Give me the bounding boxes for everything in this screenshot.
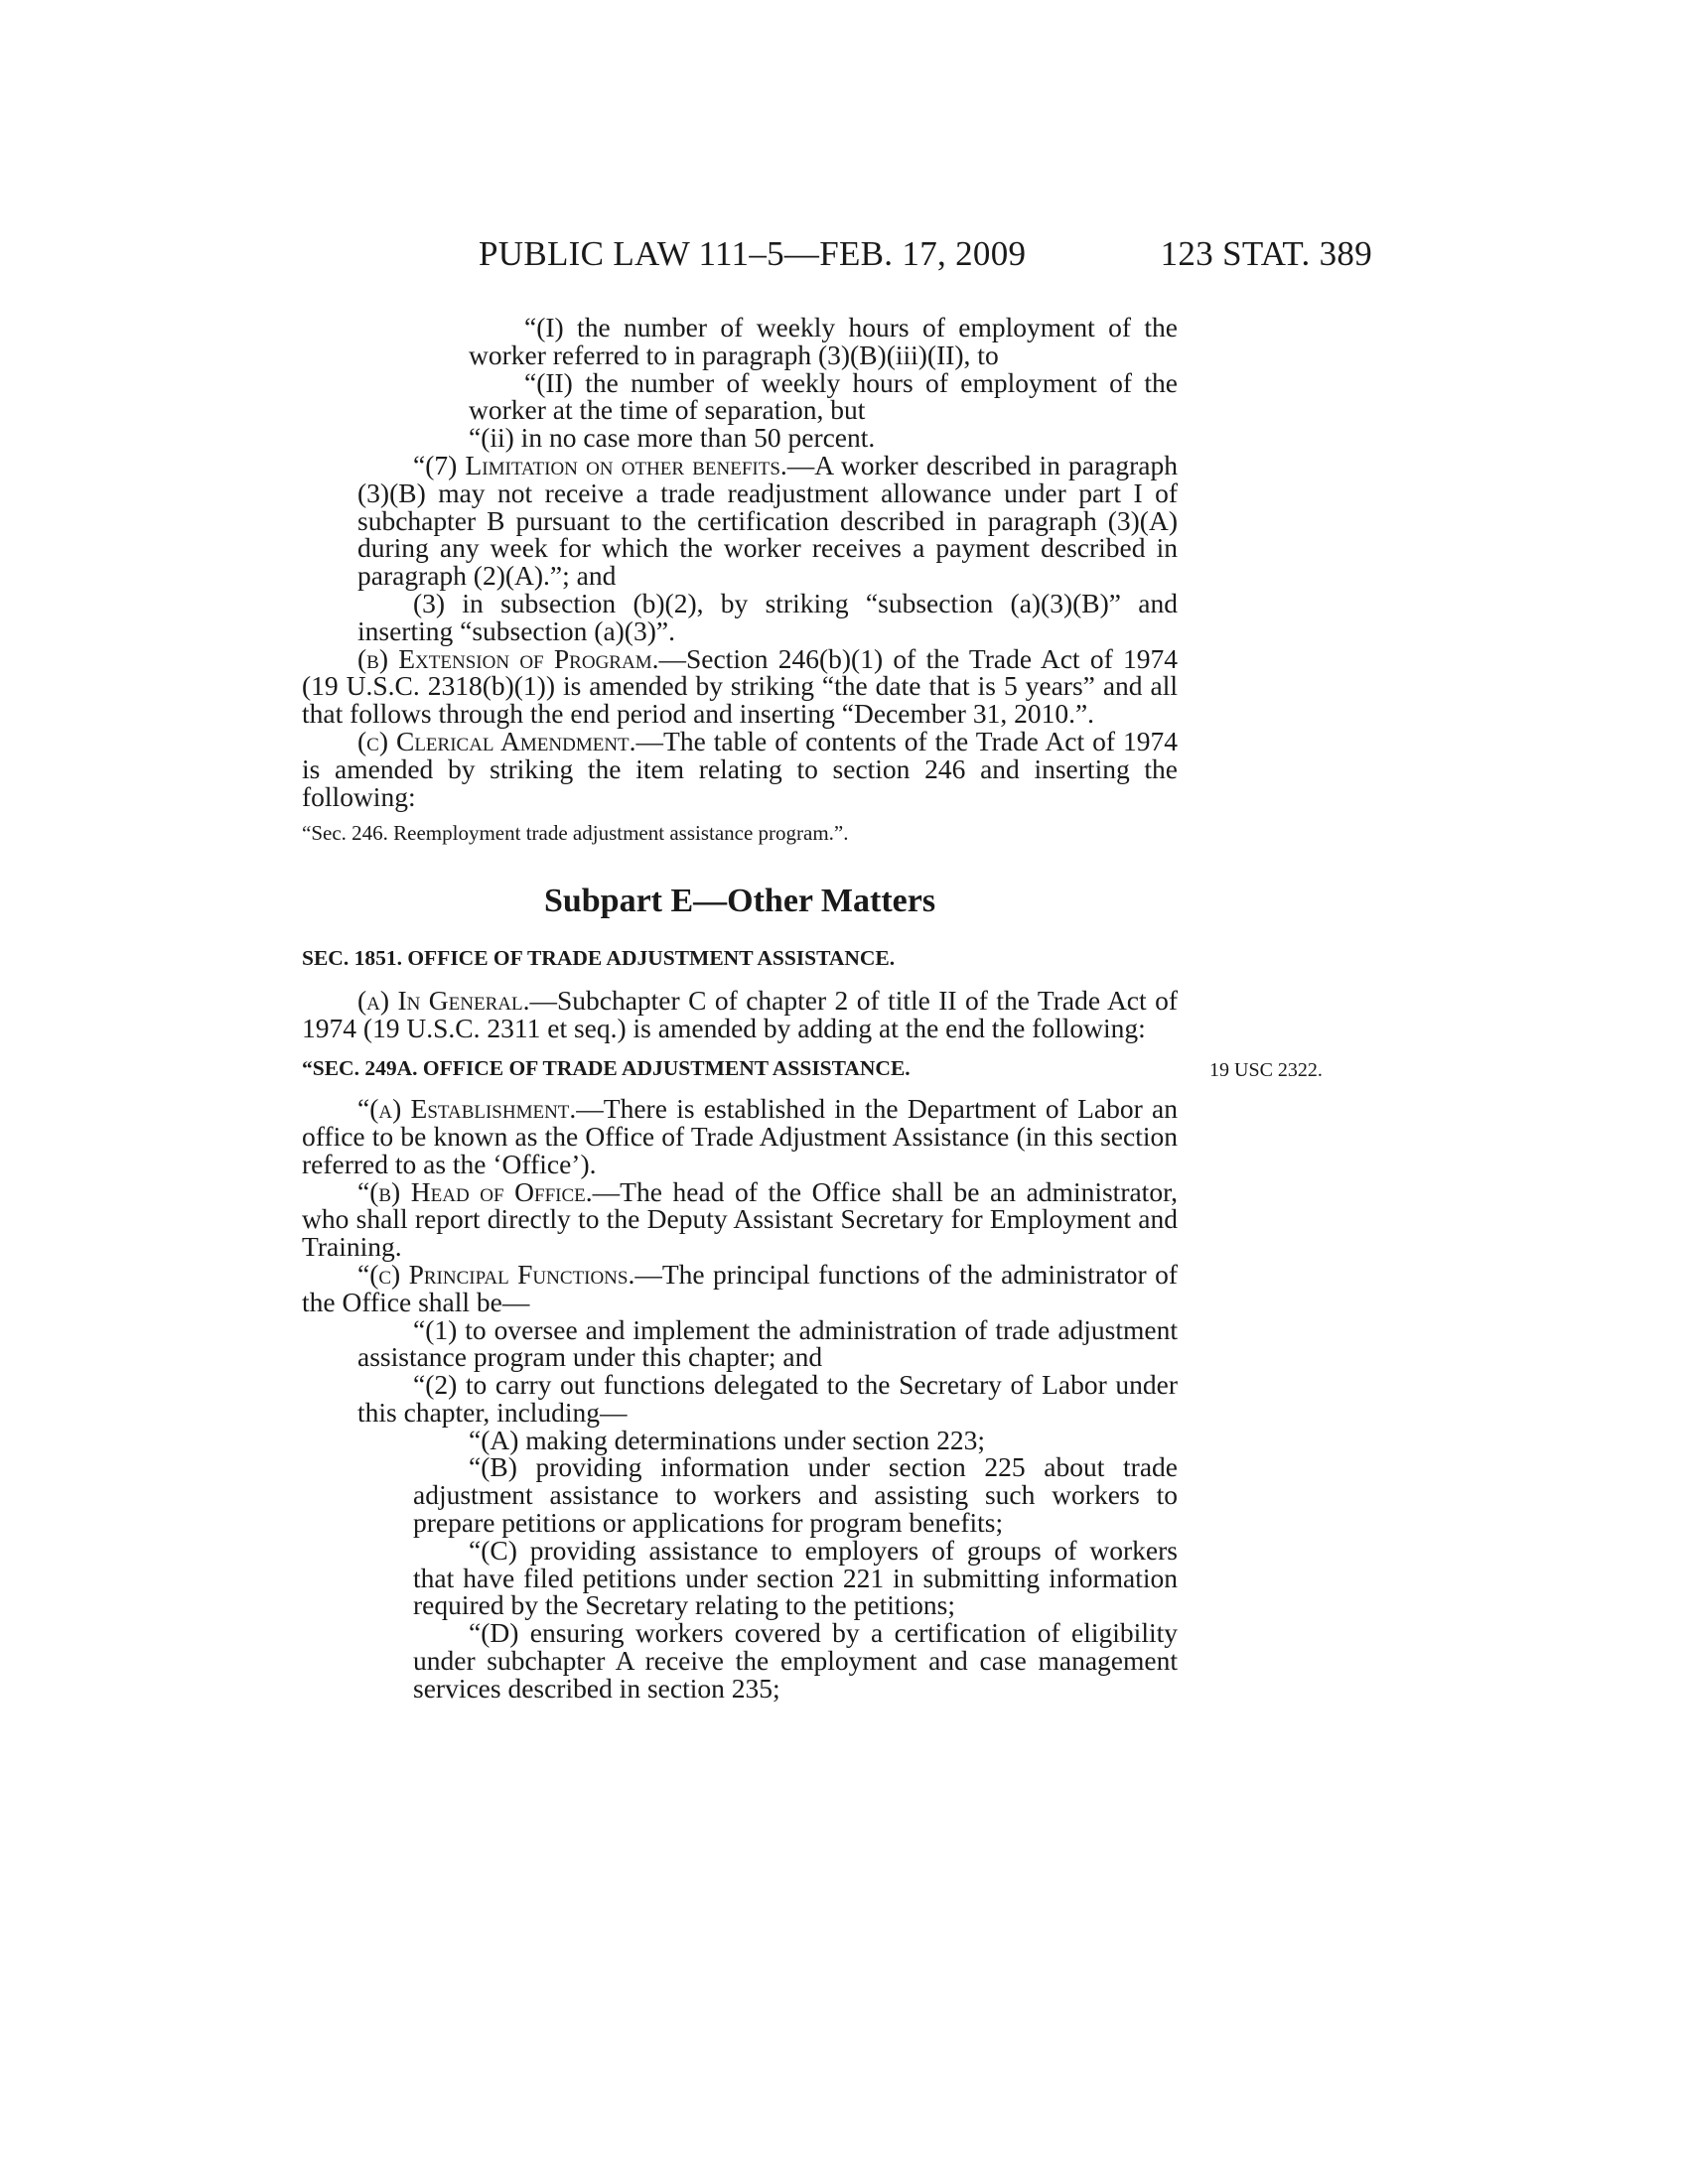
subpart-title: Subpart E—Other Matters (543, 883, 936, 920)
clause-I: “(I) the number of weekly hours of employment of the worker referred to in paragraph (3)(B)(iii)(II), to (469, 312, 1178, 370)
section-249a-title: “SEC. 249A. OFFICE OF TRADE ADJUSTMENT ASSISTANCE. (302, 1056, 911, 1081)
subsection-c-text: —The table of contents of the Trade Act of 1974 is amended by striking the item relating to section 246 and inserting the following: (302, 725, 1178, 812)
subsection-c (302, 725, 1178, 812)
subparagraph-C: “(C) providing assistance to employers of groups of workers that have filed petitions under section 221 in submitting information required by the Secretary relating to the petitions; (413, 1534, 1178, 1621)
section-249a-a-text: —There is established in the Department of Labor an office to be known as the Office of Trade Adjustment Assistance (in this section referred to as the ‘Office’). (302, 1093, 1178, 1179)
subparagraph-A: “(A) making determinations under section 223; (469, 1424, 986, 1455)
section-249a-a (302, 1095, 1178, 1177)
clause-II: “(II) the number of weekly hours of employment of the worker at the time of separation, but (469, 366, 1178, 426)
section-249a-c-heading: “(c) Principal Functions. (357, 1258, 635, 1290)
subsection-b-text: —Section 246(b)(1) of the Trade Act of 1974 (19 U.S.C. 2318(b)(1)) is amended by striking “the date that is 5 years” and all that follows through the end period and inserting “December 31, 2010.”. (302, 642, 1179, 730)
subsection-b-heading: (b) Extension of Program. (357, 642, 659, 674)
section-1851-heading: SEC. 1851. OFFICE OF TRADE ADJUSTMENT ASSISTANCE. (302, 945, 896, 970)
clause-ii: “(ii) in no case more than 50 percent. (469, 422, 876, 454)
subsection-b (302, 642, 1179, 730)
section-249a-b (302, 1175, 1178, 1263)
section-1851-a-heading: (a) In General. (357, 984, 530, 1016)
section-249a-a-heading: “(a) Establishment. (357, 1093, 577, 1125)
paragraph-3: (3) in subsection (b)(2), by striking “subsection (a)(3)(B)” and inserting “subsection (a)(3)”. (357, 587, 1178, 646)
section-249a-b-heading: “(b) Head of Office. (357, 1175, 593, 1207)
subparagraph-D: “(D) ensuring workers covered by a certification of eligibility under subchapter A receive the employment and case management services described in section 235; (413, 1617, 1178, 1704)
paragraph-7-text: —A worker described in paragraph (3)(B) may not receive a trade readjustment allowance under part I of subchapter B pursuant to the certification described in paragraph (3)(A) during any week for which the worker receives a payment described in paragraph (2)(A).”; and (357, 449, 1178, 592)
section-1851-a-text: —Subchapter C of chapter 2 of title II of the Trade Act of 1974 (19 U.S.C. 2311 et seq.) is amended by adding at the end the following: (302, 984, 1178, 1043)
usc-margin-note: 19 USC 2322. (1209, 1059, 1323, 1082)
running-head: PUBLIC LAW 111–5—FEB. 17, 2009 (479, 234, 1027, 273)
section-1851-a (302, 984, 1178, 1043)
subsection-c-heading: (c) Clerical Amendment. (357, 725, 636, 756)
paragraph-c2: “(2) to carry out functions delegated to the Secretary of Labor under this chapter, including— (357, 1369, 1178, 1428)
toc-item: “Sec. 246. Reemployment trade adjustment assistance program.”. (302, 821, 849, 846)
page-header (479, 234, 1372, 286)
paragraph-7-heading: “(7) Limitation on other benefits. (413, 449, 787, 480)
document-body (302, 312, 1323, 1704)
subparagraph-B: “(B) providing information under section 225 about trade adjustment assistance to workers and assisting such workers to prepare petitions or applications for program benefits; (413, 1451, 1178, 1539)
section-249a-heading (302, 1055, 1323, 1083)
page-citation: 123 STAT. 389 (1160, 234, 1372, 273)
section-249a-c (302, 1258, 1178, 1317)
section-249a-c-text: —The principal functions of the administrator of the Office shall be— (302, 1258, 1178, 1317)
paragraph-7 (302, 449, 1178, 592)
section-249a-b-text: —The head of the Office shall be an administrator, who shall report directly to the Deputy Assistant Secretary for Employment and Training. (302, 1175, 1178, 1263)
paragraph-c1: “(1) to oversee and implement the administration of trade adjustment assistance program under this chapter; and (357, 1313, 1178, 1373)
